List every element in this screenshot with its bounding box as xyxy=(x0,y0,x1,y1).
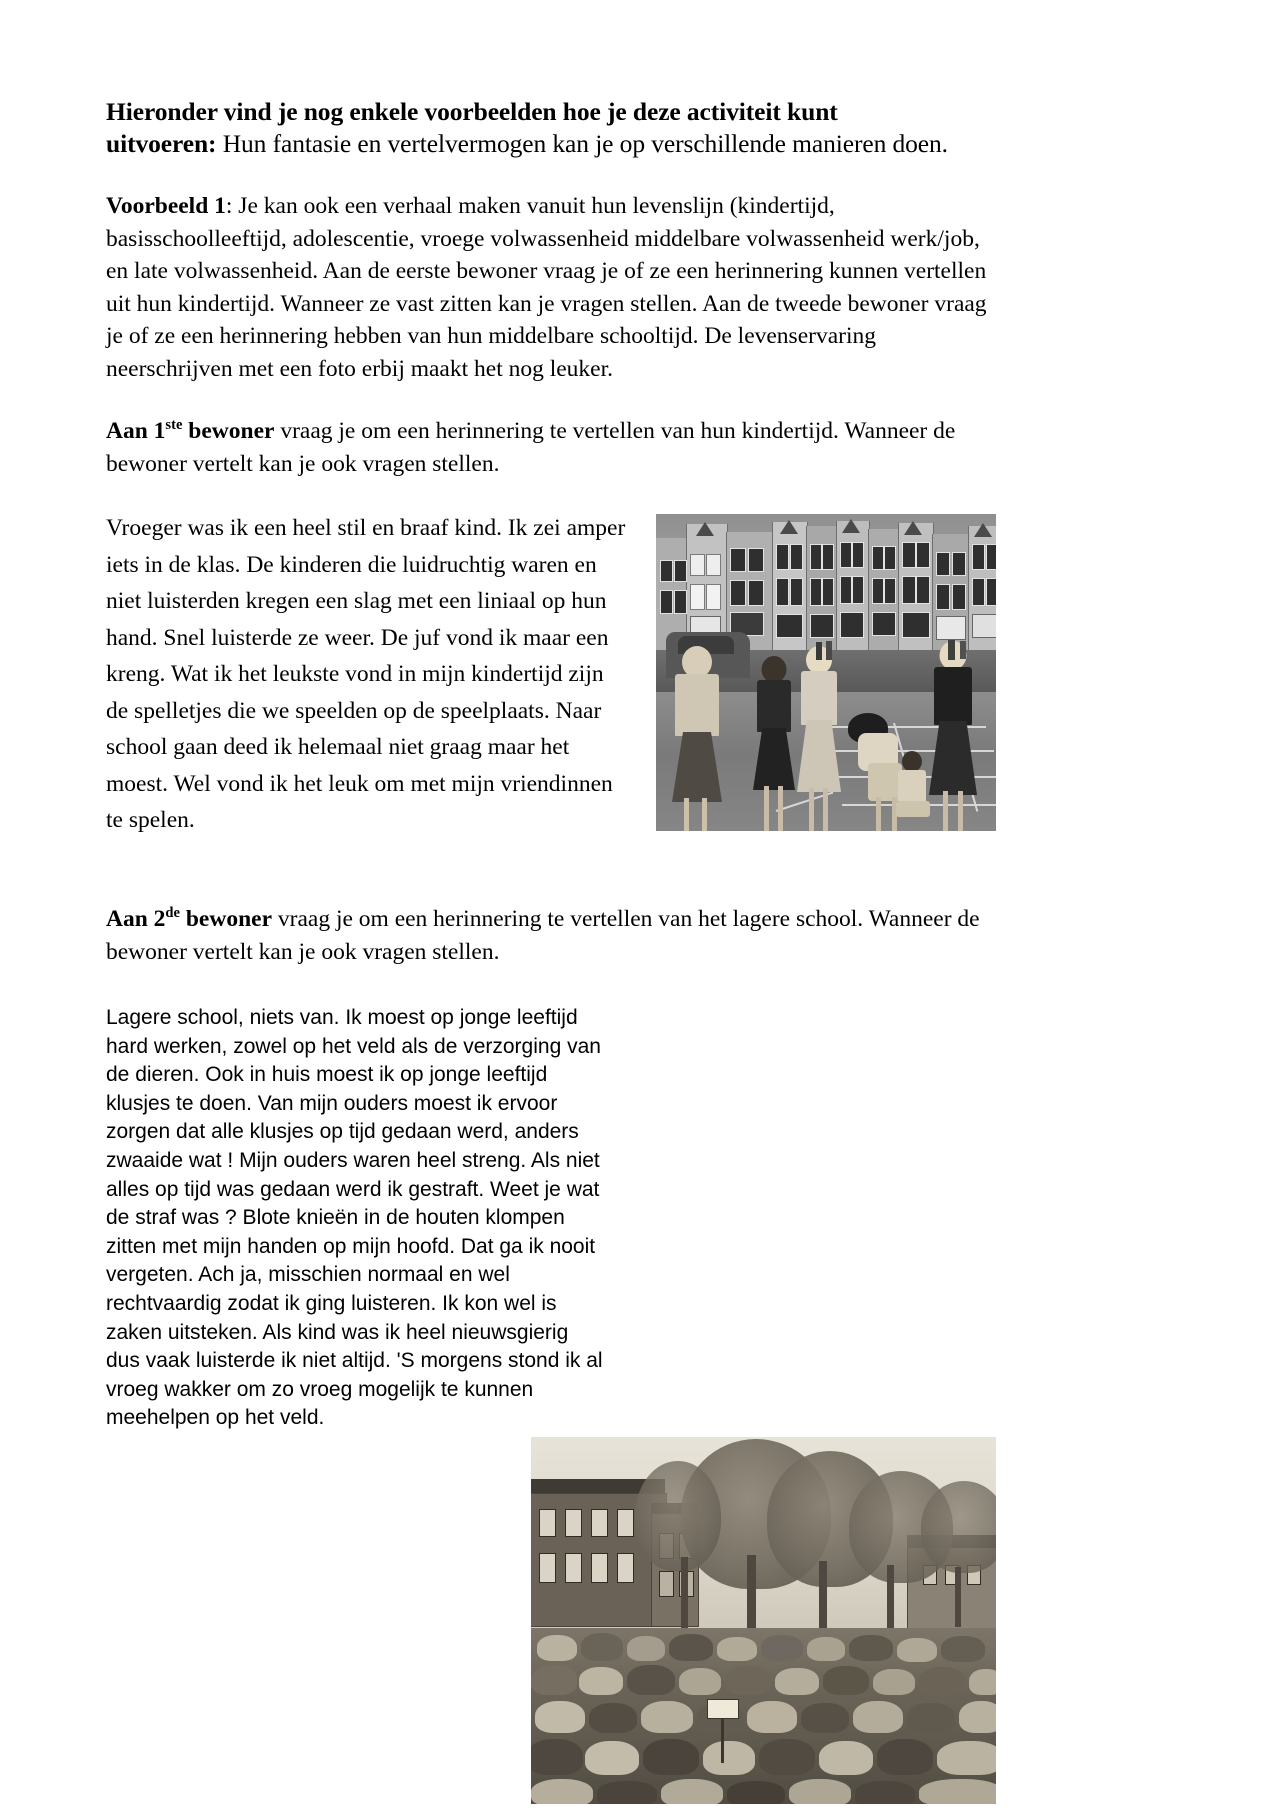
resident-2-ordinal-superscript: de xyxy=(165,905,180,922)
photo-child-4 xyxy=(928,641,978,831)
cattle-market-photo xyxy=(531,1437,996,1804)
spacer xyxy=(106,160,996,190)
spacer xyxy=(106,385,996,415)
resident-2-prompt xyxy=(106,903,996,968)
example-1-body: : Je kan ook een verhaal maken vanuit hun levenslijn (kindertijd, basisschoolleeftijd, adolescentie, vroege volwassenheid middelbare volwassenheid werk/job, en late volwassenheid. Aan de eerste bewoner vraag je of ze een herinnering kunnen vertellen uit hun kindertijd. Wanneer ze vast zitten kan je vragen stellen. Aan de tweede bewoner vraag je of ze een herinnering hebben van hun middelbare schooltijd. De levenservaring neerschrijven met een foto erbij maakt het nog leuker. xyxy=(106,193,987,382)
photo-child-3 xyxy=(796,646,842,831)
resident-2-memory-text: Lagere school, niets van. Ik moest op jonge leeftijd hard werken, zowel op het veld als de verzorging van de dieren. Ook in huis moest ik op jonge leeftijd klusjes te doen. Van mijn ouders moest ik ervoor zorgen dat alle klusjes op tijd gedaan werd, anders zwaaide wat ! Mijn ouders waren heel streng. Als niet alles op tijd was gedaan werd ik gestraft. Weet je wat de straf was ? Blote knieën in de houten klompen zitten met mijn handen op mijn hoofd. Dat ga ik nooit vergeten. Ach ja, misschien normaal en wel rechtvaardig zodat ik ging luisteren. Ik kon wel is zaken uitsteken. Als kind was ik heel nieuwsgierig dus vaak luisterde ik niet altijd. 'S morgens stond ik al vroeg wakker om zo vroeg mogelijk te kunnen meehelpen op het veld. xyxy=(106,1006,603,1430)
resident-1-prompt-prefix: Aan 1 xyxy=(106,418,166,444)
spacer xyxy=(106,839,996,903)
photo-canal-houses xyxy=(656,514,996,650)
document-content xyxy=(106,96,996,1804)
resident-2-prompt-prefix: Aan 2 xyxy=(106,906,166,932)
resident-2-photo-container xyxy=(531,1437,996,1804)
resident-2-prompt-suffix: bewoner xyxy=(179,906,273,932)
resident-1-prompt xyxy=(106,415,996,480)
street-children-photo xyxy=(656,514,996,831)
example-1-paragraph xyxy=(106,190,996,385)
resident-2-prompt-rest: vraag je om een herinnering te vertellen van het lagere school. Wanneer de bewoner vertelt kan je ook vragen stellen. xyxy=(106,906,980,965)
resident-1-memory-block xyxy=(106,510,996,839)
page-title xyxy=(106,96,996,160)
resident-1-ordinal-superscript: ste xyxy=(165,417,183,434)
photo-sign-post xyxy=(721,1713,724,1763)
photo-child-1 xyxy=(670,646,724,831)
example-1-label: Voorbeeld 1 xyxy=(106,193,226,219)
resident-1-memory-text: Vroeger was ik een heel stil en braaf kind. Ik zei amper iets in de klas. De kinderen die luidruchtig waren en niet luisterden kregen een slag met een liniaal op hun hand. Snel luisterde ze weer. De juf vond ik maar een kreng. Wat ik het leukste vond in mijn kindertijd zijn de spelletjes die we speelden op de speelplaats. Naar school gaan deed ik helemaal niet graag maar het moest. Wel vond ik het leuk om met mijn vriendinnen te spelen. xyxy=(106,515,626,833)
page-title-normal-part: Hun fantasie en vertelvermogen kan je op verschillende manieren doen. xyxy=(216,129,948,158)
resident-2-memory-block xyxy=(106,1004,996,1804)
page-title-bold-line2: uitvoeren: xyxy=(106,129,217,158)
spacer xyxy=(106,968,996,1004)
photo-child-2 xyxy=(752,656,796,831)
photo-sign xyxy=(707,1699,739,1719)
page-title-bold-line1: Hieronder vind je nog enkele voorbeelden hoe je deze activiteit kunt xyxy=(106,97,838,126)
resident-1-photo-container xyxy=(656,514,996,831)
photo-child-seated xyxy=(892,751,932,831)
resident-1-prompt-suffix: bewoner xyxy=(182,418,275,444)
resident-1-prompt-rest: vraag je om een herinnering te vertellen van hun kindertijd. Wanneer de bewoner vertelt kan je ook vragen stellen. xyxy=(106,418,956,477)
spacer xyxy=(106,480,996,510)
